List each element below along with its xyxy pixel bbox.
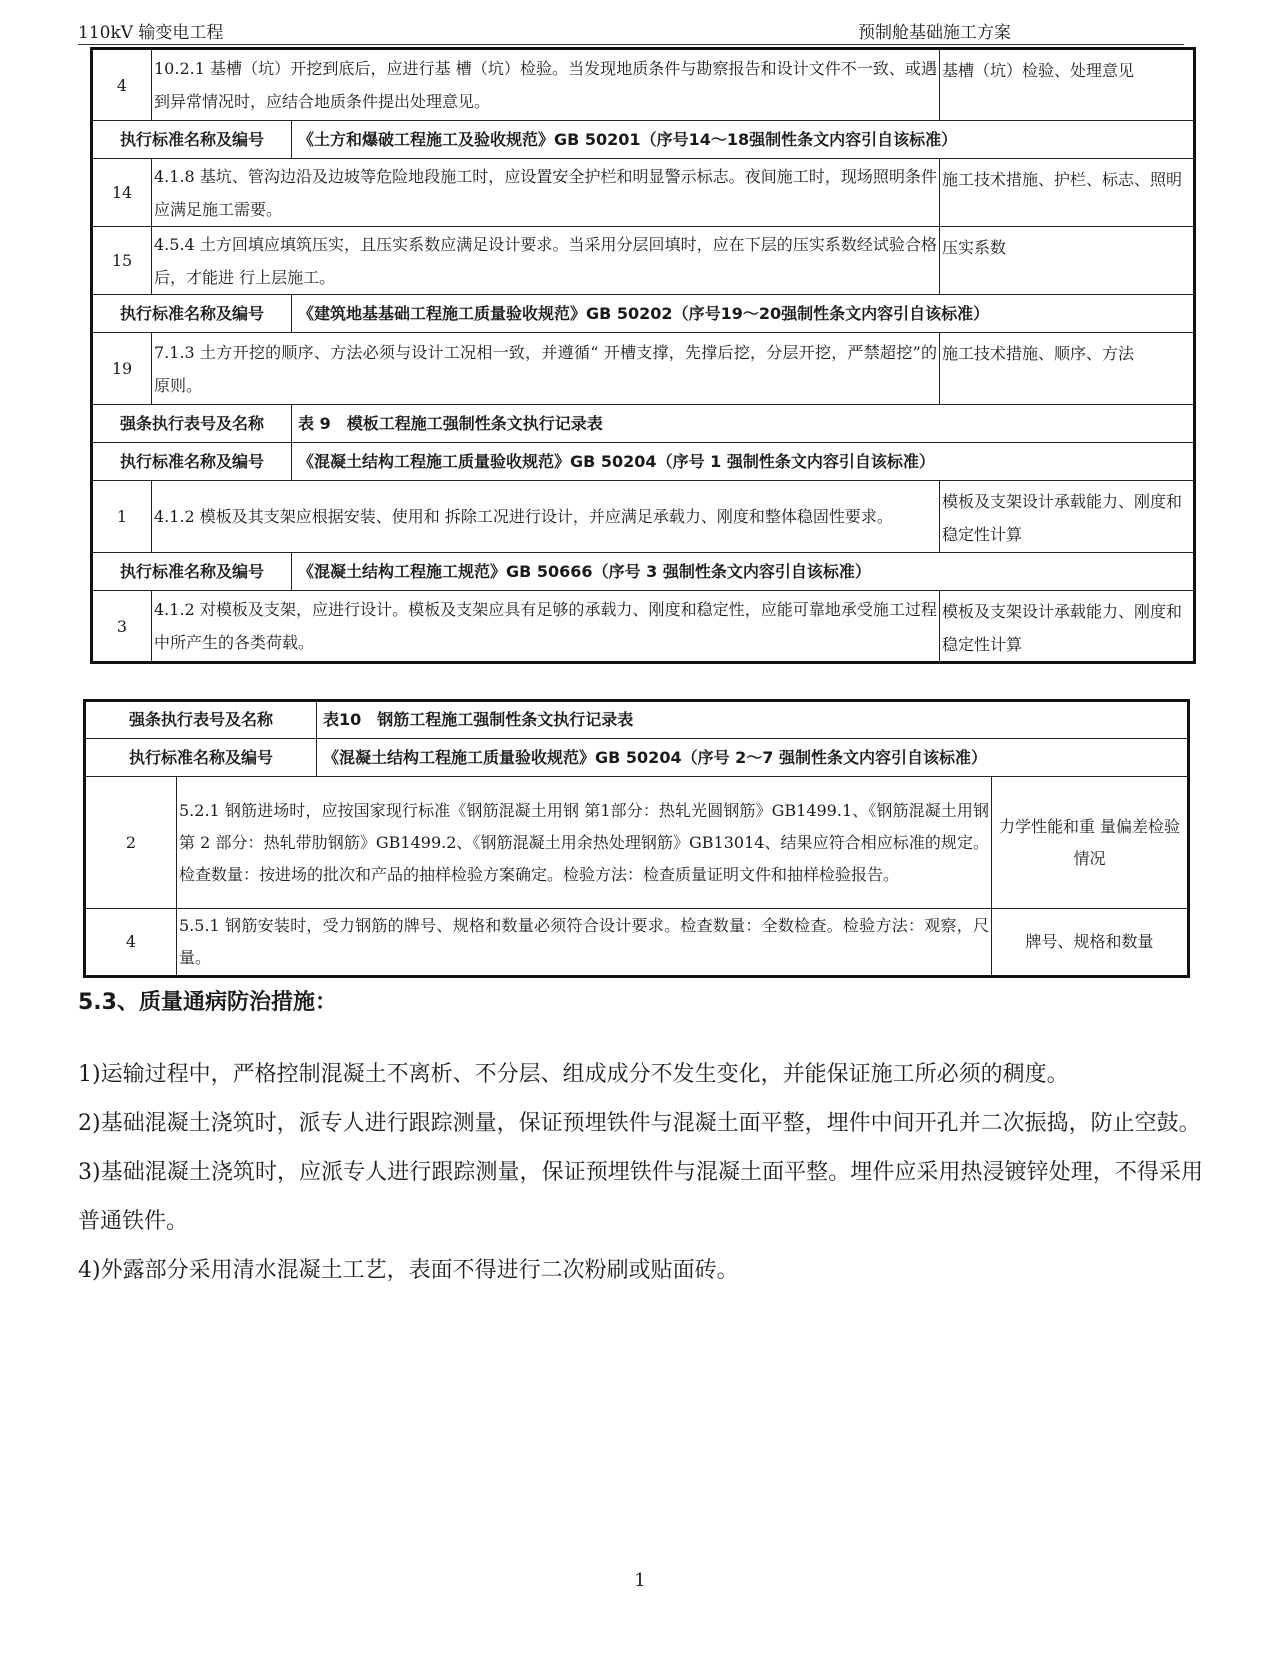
- clause-category: 施工技术措施、护栏、标志、照明: [940, 159, 1195, 227]
- clause-number: 1: [92, 481, 152, 553]
- clause-number: 19: [92, 333, 152, 405]
- clause-row: [92, 481, 1195, 553]
- standard-row: [92, 443, 1195, 481]
- standard-value: 表10 钢筋工程施工强制性条文执行记录表: [317, 701, 1189, 739]
- clause-row: [92, 159, 1195, 227]
- clause-row: [85, 777, 1189, 909]
- clause-row: [92, 591, 1195, 663]
- standard-row: [92, 553, 1195, 591]
- clause-number: 15: [92, 227, 152, 295]
- clause-row: [92, 49, 1195, 121]
- standard-label: 强条执行表号及名称: [92, 405, 292, 443]
- clause-row: [85, 909, 1189, 977]
- standard-label: 执行标准名称及编号: [92, 121, 292, 159]
- clause-text: 4.1.2 模板及其支架应根据安装、使用和 拆除工况进行设计，并应满足承载力、刚度和整体稳固性要求。: [152, 481, 940, 553]
- mandatory-clause-table-1: [90, 47, 1196, 664]
- clause-category: 模板及支架设计承载能力、刚度和稳定性计算: [940, 481, 1195, 553]
- standard-value: 《混凝土结构工程施工质量验收规范》GB 50204（序号 1 强制性条文内容引自该标准）: [292, 443, 1195, 481]
- clause-number: 4: [85, 909, 177, 977]
- standard-row: [85, 701, 1189, 739]
- header-divider: [78, 44, 1184, 45]
- measure-paragraph-3: 3)基础混凝土浇筑时，应派专人进行跟踪测量，保证预埋铁件与混凝土面平整。埋件应采用热浸镀锌处理，不得采用普通铁件。: [78, 1160, 1203, 1234]
- clause-text: 4.5.4 土方回填应填筑压实，且压实系数应满足设计要求。当采用分层回填时，应在下层的压实系数经试验合格后，才能进 行上层施工。: [152, 227, 940, 295]
- clause-number: 3: [92, 591, 152, 663]
- header-document-title: 预制舱基础施工方案: [858, 23, 1011, 43]
- clause-category: 模板及支架设计承载能力、刚度和稳定性计算: [940, 591, 1195, 663]
- standard-label: 执行标准名称及编号: [85, 739, 317, 777]
- standard-label: 执行标准名称及编号: [92, 295, 292, 333]
- standard-value: 《土方和爆破工程施工及验收规范》GB 50201（序号14～18强制性条文内容引自该标准）: [292, 121, 1195, 159]
- standard-row: [85, 739, 1189, 777]
- section-title: 5.3、质量通病防治措施：: [78, 990, 337, 1015]
- standard-label: 执行标准名称及编号: [92, 443, 292, 481]
- standard-row: [92, 295, 1195, 333]
- clause-number: 14: [92, 159, 152, 227]
- standard-row: [92, 405, 1195, 443]
- clause-text: 4.1.2 对模板及支架，应进行设计。模板及支架应具有足够的承载力、刚度和稳定性，应能可靠地承受施工过程中所产生的各类荷载。: [152, 591, 940, 663]
- standard-label: 执行标准名称及编号: [92, 553, 292, 591]
- clause-text: 7.1.3 土方开挖的顺序、方法必须与设计工况相一致，并遵循“ 开槽支撑，先撑后挖，分层开挖，严禁超挖”的原则。: [152, 333, 940, 405]
- page-number: 1: [634, 1570, 646, 1591]
- clause-number: 4: [92, 49, 152, 121]
- clause-text: 4.1.8 基坑、管沟边沿及边坡等危险地段施工时，应设置安全护栏和明显警示标志。夜间施工时，现场照明条件应满足施工需要。: [152, 159, 940, 227]
- clause-category: 压实系数: [940, 227, 1195, 295]
- standard-row: [92, 121, 1195, 159]
- clause-category: 基槽（坑）检验、处理意见: [940, 49, 1195, 121]
- standard-value: 表 9 模板工程施工强制性条文执行记录表: [292, 405, 1195, 443]
- clause-text: 5.5.1 钢筋安装时，受力钢筋的牌号、规格和数量必须符合设计要求。检查数量：全数检查。检验方法：观察，尺量。: [177, 909, 992, 977]
- section-body: [78, 1050, 1203, 1295]
- clause-number: 2: [85, 777, 177, 909]
- clause-category: 牌号、规格和数量: [992, 909, 1189, 977]
- standard-value: 《混凝土结构工程施工规范》GB 50666（序号 3 强制性条文内容引自该标准）: [292, 553, 1195, 591]
- mandatory-clause-table-2: [83, 699, 1190, 978]
- header-project-title: 110kV 输变电工程: [78, 23, 224, 43]
- measure-paragraph-4: 4)外露部分采用清水混凝土工艺，表面不得进行二次粉刷或贴面砖。: [78, 1258, 739, 1283]
- standard-label: 强条执行表号及名称: [85, 701, 317, 739]
- measure-paragraph-1: 1)运输过程中，严格控制混凝土不离析、不分层、组成成分不发生变化，并能保证施工所必须的稠度。: [78, 1062, 1069, 1087]
- standard-value: 《建筑地基基础工程施工质量验收规范》GB 50202（序号19～20强制性条文内容引自该标准）: [292, 295, 1195, 333]
- clause-category: 施工技术措施、顺序、方法: [940, 333, 1195, 405]
- clause-category: 力学性能和重 量偏差检验情况: [992, 777, 1189, 909]
- clause-row: [92, 227, 1195, 295]
- clause-text: 5.2.1 钢筋进场时，应按国家现行标准《钢筋混凝土用钢 第1部分：热轧光圆钢筋》GB1499.1、《钢筋混凝土用钢 第 2 部分：热轧带肋钢筋》GB1499.2、《钢筋混凝土用余热处理钢筋》GB13014、结果应符合相应标准的规定。检查数量：按进场的批次和产品的抽样检验方案确定。检验方法：检查质量证明文件和抽样检验报告。: [177, 777, 992, 909]
- measure-paragraph-2: 2)基础混凝土浇筑时，派专人进行跟踪测量，保证预埋铁件与混凝土面平整，埋件中间开孔并二次振捣，防止空鼓。: [78, 1111, 1201, 1136]
- clause-text: 10.2.1 基槽（坑）开挖到底后，应进行基 槽（坑）检验。当发现地质条件与勘察报告和设计文件不一致、或遇到异常情况时，应结合地质条件提出处理意见。: [152, 49, 940, 121]
- standard-value: 《混凝土结构工程施工质量验收规范》GB 50204（序号 2～7 强制性条文内容引自该标准）: [317, 739, 1189, 777]
- clause-row: [92, 333, 1195, 405]
